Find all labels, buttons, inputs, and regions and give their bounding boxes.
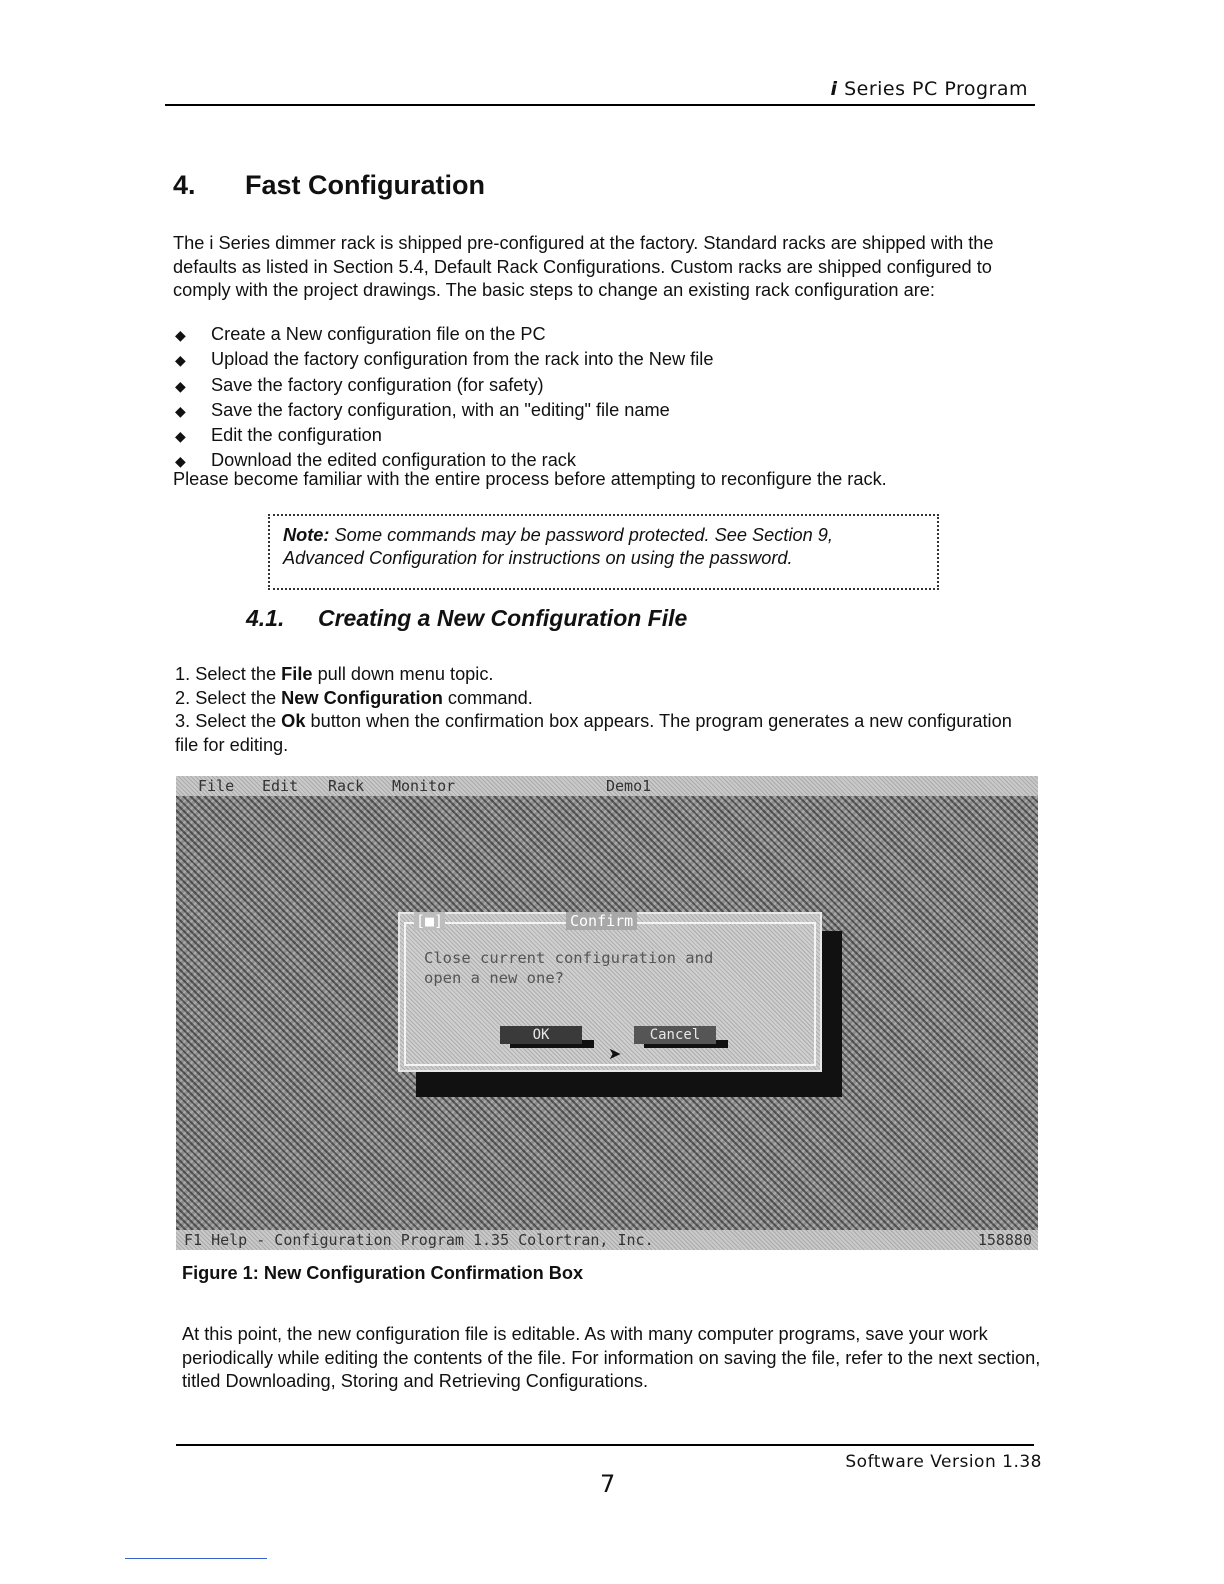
dialog-close-icon[interactable]: [■]: [416, 912, 444, 930]
procedure-step: 1. Select the File pull down menu topic.: [175, 664, 494, 684]
menu-monitor[interactable]: Monitor: [392, 777, 456, 795]
cancel-button[interactable]: Cancel: [634, 1026, 716, 1044]
header-rule: [165, 104, 1035, 106]
after-bullets-text: Please become familiar with the entire process before attempting to reconfigure the rack.: [173, 469, 887, 489]
list-item: ◆ Create a New configuration file on the PC: [173, 322, 713, 347]
section-number: 4.: [173, 170, 196, 200]
list-item: ◆ Upload the factory configuration from the rack into the New file: [173, 347, 713, 372]
procedure-step: 2. Select the New Configuration command.: [175, 687, 533, 708]
procedure-steps: [175, 663, 1035, 757]
header-prefix: i: [830, 78, 838, 100]
diamond-bullet-icon: ◆: [175, 352, 186, 369]
software-version: Software Version 1.38: [845, 1452, 1042, 1472]
list-item: ◆ Save the factory configuration, with an "editing" file name: [173, 398, 713, 423]
list-item: ◆ Download the edited configuration to the rack: [173, 448, 713, 473]
section-heading: [173, 170, 485, 201]
menu-bar: [176, 776, 1038, 796]
note-label: Note:: [283, 525, 330, 545]
diamond-bullet-icon: ◆: [175, 402, 186, 419]
page-number: 7: [600, 1470, 616, 1498]
diamond-bullet-icon: ◆: [175, 327, 186, 343]
subsection-number: 4.1.: [246, 605, 285, 631]
note-line-1: Some commands may be password protected. See Section 9,: [334, 525, 833, 545]
dialog-title: Confirm: [566, 912, 637, 930]
status-bar: [176, 1230, 1038, 1250]
diamond-bullet-icon: ◆: [175, 377, 186, 394]
menu-file[interactable]: File: [198, 777, 235, 795]
menu-edit[interactable]: Edit: [262, 777, 299, 795]
status-memory: 158880: [977, 1231, 1032, 1249]
header-title: Series PC Program: [844, 78, 1028, 100]
ok-button[interactable]: OK: [500, 1026, 582, 1044]
running-header: [760, 78, 1028, 100]
closing-paragraph: At this point, the new configuration file is editable. As with many computer programs, save your work periodically while editing the contents of the file. For information on saving the file, refer to the next section, titled Downloading, Storing and Retrieving Configurations.: [182, 1324, 1041, 1391]
list-item: ◆ Edit the configuration: [173, 423, 713, 448]
program-screenshot: [176, 776, 1038, 1250]
list-item: ◆ Save the factory configuration (for safety): [173, 373, 713, 398]
scan-artifact-line: [125, 1558, 267, 1559]
procedure-step: 3. Select the Ok button when the confirmation box appears. The program generates a new configuration file for editing.: [175, 711, 1012, 755]
diamond-bullet-icon: ◆: [175, 428, 186, 445]
step-list: [173, 322, 713, 474]
diamond-bullet-icon: ◆: [175, 453, 186, 470]
subsection-heading: [246, 605, 687, 632]
intro-paragraph: The i Series dimmer rack is shipped pre-configured at the factory. Standard racks are shipped with the defaults as listed in Section 5.4, Default Rack Configurations. Custom racks are shipped configured to comply with the project drawings. The basic steps to change an existing rack configuration are:: [173, 233, 994, 300]
open-file-name: Demo1: [606, 777, 652, 795]
menu-rack[interactable]: Rack: [328, 777, 365, 795]
subsection-title: Creating a New Configuration File: [318, 605, 688, 631]
figure-caption: Figure 1: New Configuration Confirmation Box: [182, 1263, 584, 1283]
status-help-text: F1 Help - Configuration Program 1.35 Colortran, Inc.: [184, 1231, 654, 1249]
note-line-2: Advanced Configuration for instructions on using the password.: [283, 548, 793, 568]
section-title: Fast Configuration: [245, 170, 485, 200]
mouse-pointer-icon: ➤: [608, 1046, 622, 1063]
dialog-message: Close current configuration and open a new one?: [424, 949, 714, 987]
footer-rule: [176, 1444, 1034, 1446]
note-box: [268, 514, 939, 590]
